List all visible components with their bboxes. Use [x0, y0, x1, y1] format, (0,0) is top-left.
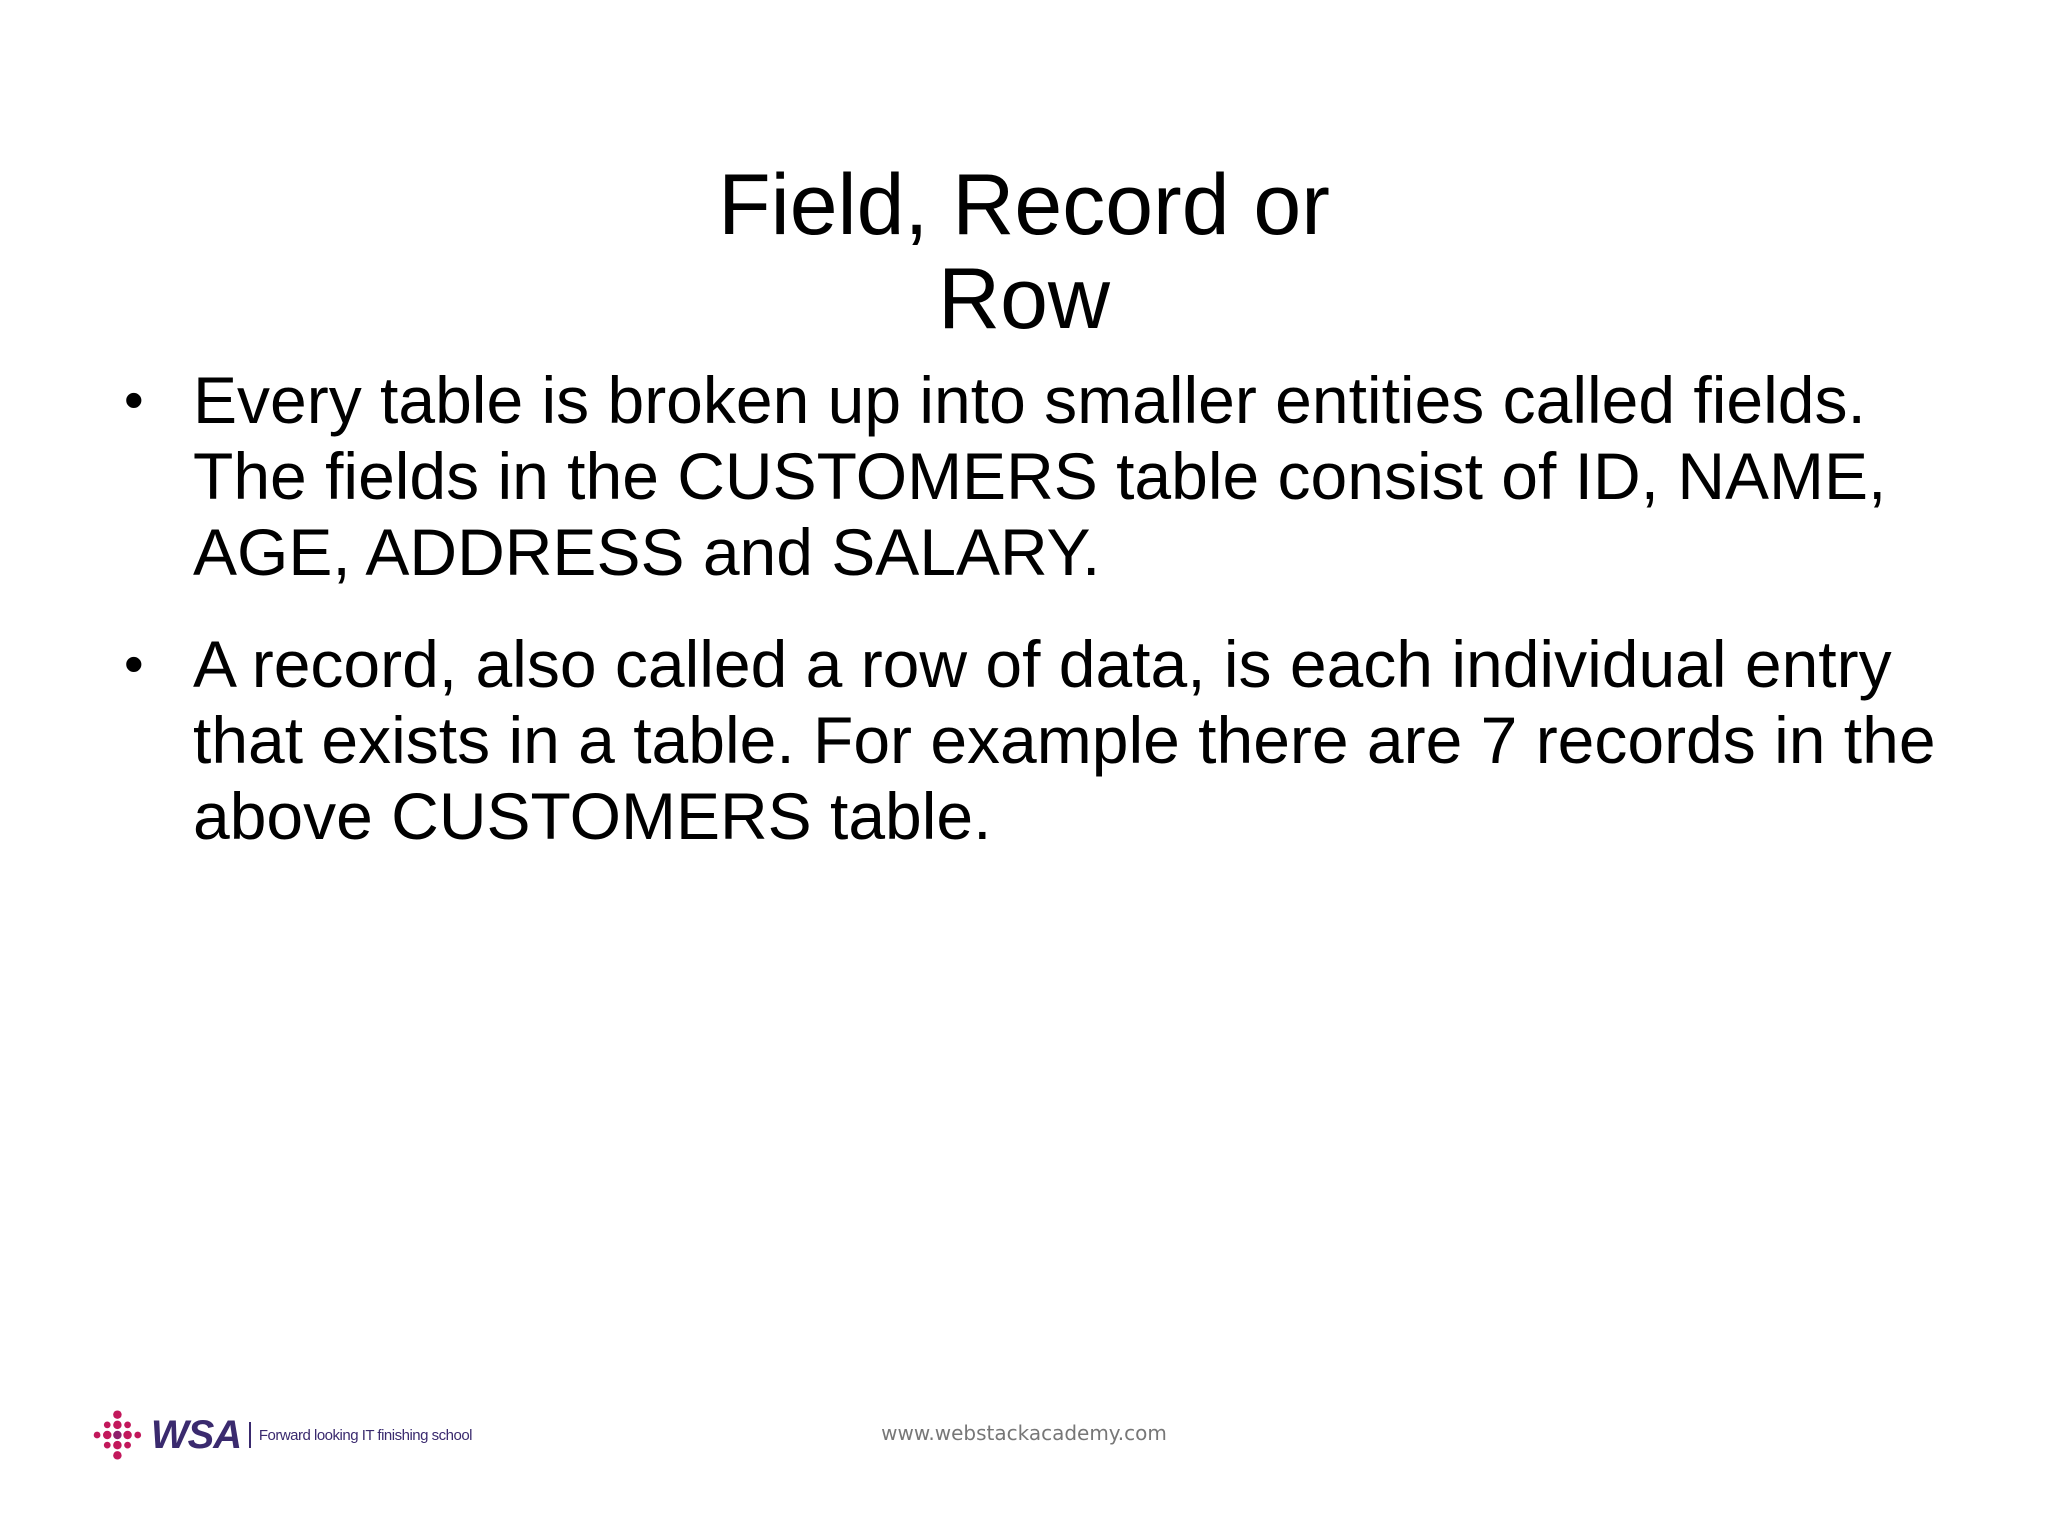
logo-tagline: Forward looking IT finishing school	[258, 1426, 472, 1444]
slide-footer	[0, 1395, 2048, 1475]
bullet-item	[118, 626, 1978, 854]
bullet-marker: •	[124, 632, 144, 695]
logo-wordmark: WSA	[150, 1412, 242, 1457]
bullet-text: A record, also called a row of data, is each individual entry that exists in a table. For example there are 7 records in the above CUSTOMERS table.	[193, 627, 1936, 853]
slide-title-line-1: Field, Record or	[718, 156, 1330, 253]
slide-title	[0, 158, 2048, 346]
bullet-item	[118, 362, 1978, 590]
bullet-list	[118, 362, 1978, 890]
bullet-marker: •	[124, 368, 144, 431]
slide-title-line-2: Row	[937, 250, 1111, 347]
bullet-text: Every table is broken up into smaller entities called fields. The fields in the CUSTOMERS table consist of ID, NAME, AGE, ADDRESS and SALARY.	[193, 363, 1887, 589]
website-url: www.webstackacademy.com	[881, 1421, 1167, 1445]
